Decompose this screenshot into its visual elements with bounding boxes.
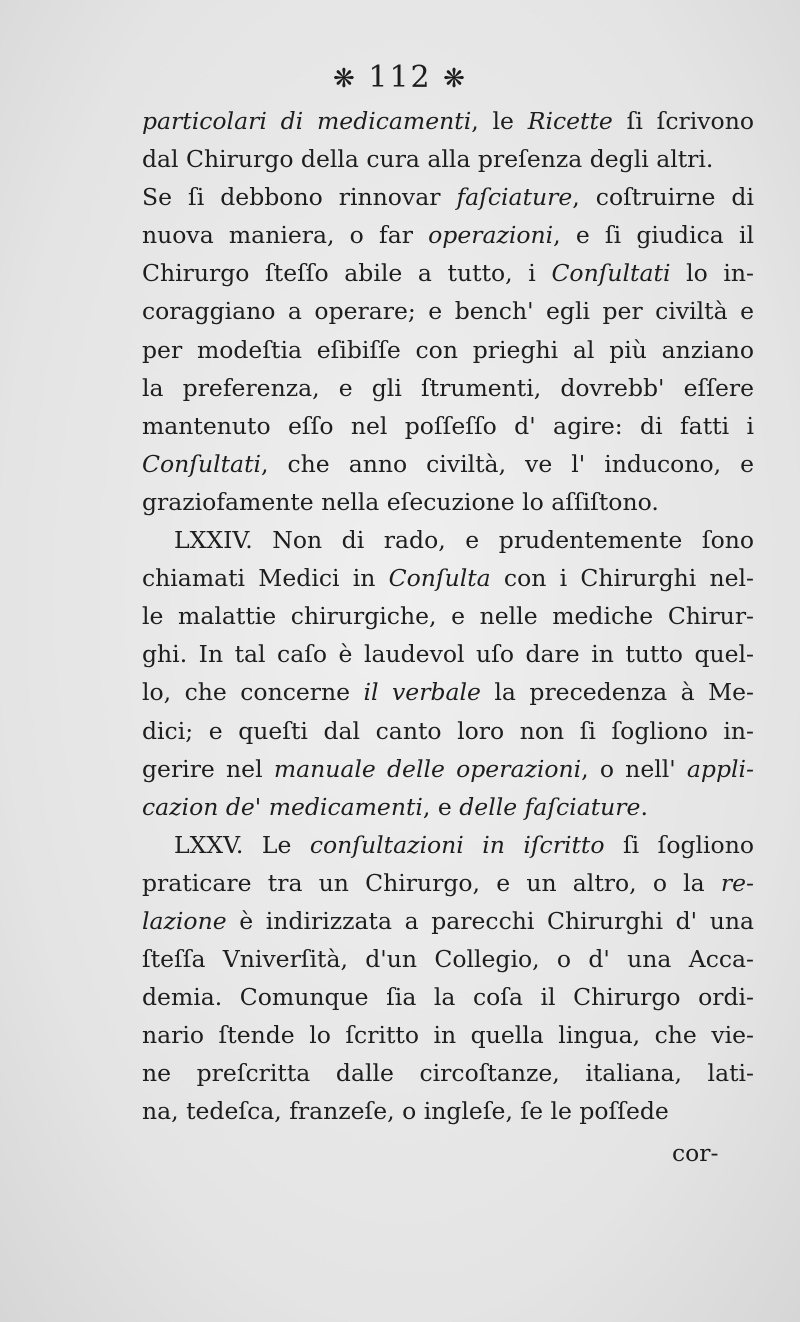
text-span: lo, che concerne [142,678,364,707]
text-line [142,216,754,254]
text-span: le malattie chirurgiche, e nelle mediche Chirur- [142,602,754,631]
ornament-left-icon: ❋ [333,64,357,94]
text-line [142,331,754,369]
text-span: chiamati Medici in [142,564,389,593]
text-line [142,712,754,750]
italic-text: faſciature [456,183,573,212]
text-line [142,559,754,597]
text-line [142,483,754,521]
text-span: nuova maniera, o far [142,221,429,250]
text-span: con i Chirurghi nel- [490,564,754,593]
text-span: per modeſtia eſibiſſe con prieghi al più anziano [142,335,754,364]
catchword: cor- [672,1139,719,1167]
italic-text: delle faſciature [459,792,641,821]
text-span: demia. Comunque ſia la coſa il Chirurgo ordi- [142,983,754,1012]
italic-text: operazioni [428,221,554,250]
text-line [142,254,754,292]
text-span: . [640,792,648,821]
text-line [142,445,754,483]
text-line [142,369,754,407]
italic-text: conſultazioni in iſcritto [309,830,605,859]
text-span: mantenuto eſſo nel poſſeſſo d' agire: di fatti i [142,411,754,440]
text-line [142,178,754,216]
text-span: graziofamente nella eſecuzione lo aſſiſtono. [142,487,659,516]
text-span: nario ſtende lo ſcritto in quella lingua, che vie- [142,1021,754,1050]
text-line [142,1092,754,1130]
text-span: dici; e queſti dal canto loro non ſi ſogliono in- [142,716,754,745]
text-span: , le [471,107,528,135]
text-line [142,292,754,330]
text-span: ſi ſcrivono [612,107,754,135]
text-line [142,940,754,978]
text-span: ne preſcritta dalle circoſtanze, italiana, lati- [142,1059,754,1088]
italic-text: Ricette [527,107,613,135]
text-span: , che anno civiltà, ve l' inducono, e [261,449,754,478]
text-span: ghi. In tal caſo è laudevol uſo dare in tutto quel- [142,640,754,669]
text-line [142,673,754,711]
text-span: LXXV. Le [174,830,310,859]
text-line [142,788,754,826]
text-span: ſteſſa Vniverſità, d'un Collegio, o d' una Acca- [142,945,754,974]
text-span: è indirizzata a parecchi Chirurghi d' una [226,906,754,935]
text-line [142,902,754,940]
italic-text: particolari di medicamenti [142,107,472,135]
italic-text: cazion de' medicamenti [142,792,423,821]
text-span: praticare tra un Chirurgo, e un altro, o la [142,868,721,897]
text-line [142,864,754,902]
text-span: coraggiano a operare; e bench' egli per civiltà e [142,297,754,326]
italic-text: lazione [142,906,227,935]
text-span: na, tedeſca, franzeſe, o ingleſe, ſe le poſſede [142,1097,669,1126]
text-line [142,826,754,864]
text-span: , o nell' [581,754,687,783]
running-header [0,58,800,99]
italic-text: manuale delle operazioni [273,754,582,783]
text-line [142,521,754,559]
text-span: Chirurgo ſteſſo abile a tutto, i [142,259,552,288]
text-line [142,978,754,1016]
text-span: LXXIV. Non di rado, e prudentemente ſono [174,526,754,555]
text-span: Se ſi debbono rinnovar [142,183,457,212]
text-span: gerire nel [142,754,274,783]
body-text [142,102,754,1131]
page-number: 112 [368,60,432,95]
italic-text: il verbale [363,678,481,707]
text-line [142,597,754,635]
text-span: , e [422,792,460,821]
italic-text: re- [720,868,754,897]
text-line [142,1054,754,1092]
text-span: ſi ſogliono [604,830,754,859]
text-span: , coſtruirne di [572,183,754,212]
text-line [142,102,754,140]
text-span: dal Chirurgo della cura alla preſenza degli altri. [142,145,714,174]
italic-text: Conſultati [551,259,671,288]
text-line [142,140,754,178]
italic-text: Conſulta [388,564,491,593]
text-span: la preferenza, e gli ſtrumenti, dovrebb' eſſere [142,373,754,402]
text-line [142,407,754,445]
text-line [142,635,754,673]
text-line [142,750,754,788]
italic-text: Conſultati [142,449,262,478]
italic-text: appli- [686,754,754,783]
text-line [142,1016,754,1054]
text-span: la precedenza à Me- [480,678,754,707]
text-span: lo in- [670,259,754,288]
ornament-right-icon: ❋ [443,64,467,94]
text-span: , e ſi giudica il [553,221,754,250]
